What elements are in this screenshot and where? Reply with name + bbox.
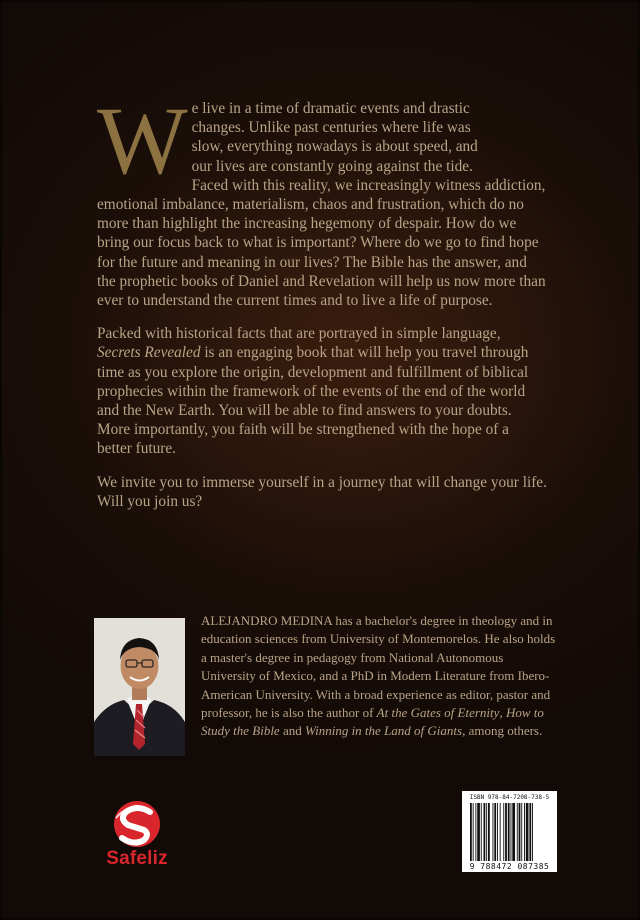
barcode-bar: [503, 803, 504, 861]
third-paragraph: We invite you to immerse yourself in a journey that will change your life. Will you join us?: [97, 473, 547, 510]
book-title: Secrets Revealed: [97, 344, 201, 362]
barcode-bar: [497, 803, 498, 861]
intro-paragraph: [97, 87, 547, 310]
back-cover-copy: [97, 87, 547, 525]
barcode-bar: [508, 803, 510, 861]
drop-cap: W: [97, 87, 188, 194]
publisher-logo: [92, 800, 182, 870]
barcode-bar: [519, 803, 521, 861]
author-bio: ALEJANDRO MEDINA has a bachelor's degree in theology and in education sciences from University of Montemorelos. He also holds a master's degree in pedagogy from National Autonomous University of Mexico, and a PhD in Modern Literature from Ibero-American University. With a broad experience as editor, pastor and professor, he is also the author of At the Gates of Eternity, How to Study the Bible and Winning in the Land of Giants, among others.: [201, 613, 556, 739]
intro-line: slow, everything nowadays is about speed, and: [191, 138, 478, 156]
author-photo: [94, 618, 185, 756]
book-title: Winning in the Land of Giants: [304, 723, 463, 739]
bio-intro: ALEJANDRO MEDINA has a bachelor's degree in theology and in education sciences from University of Montemorelos. He also holds a master's degree in pedagogy from National Autonomous University of Mexico, and a PhD in Modern Literature from Ibero-American University. With a broad experience as editor, pastor and professor, he is also the author of: [201, 613, 556, 721]
intro-line: changes. Unlike past centuries where life was: [191, 119, 471, 137]
barcode-bar: [488, 803, 490, 861]
barcode-bar: [505, 803, 507, 861]
intro-line: e live in a time of dramatic events and drastic: [191, 100, 470, 117]
globe-s-icon: [92, 800, 182, 852]
author-portrait: [94, 618, 185, 756]
isbn-label: ISBN 978-84-7208-738-5: [469, 794, 550, 801]
barcode-bar: [486, 803, 487, 861]
publisher-name: Safeliz: [106, 848, 168, 869]
barcode-bar: [475, 803, 476, 861]
second-paragraph: [97, 324, 547, 458]
barcode-bar: [512, 803, 515, 861]
barcode-bar: [500, 803, 501, 861]
barcode-bar: [494, 803, 496, 861]
barcode-bar: [526, 803, 529, 861]
barcode-bar: [529, 803, 531, 861]
intro-rest: Faced with this reality, we increasingly witness addiction, emotional imbalance, materialism, chaos and frustration, which do no more than highlight the increasing hegemony of despair. How do we bring our focus back to what is important? Where do we go to find hope for the future and meaning in our lives? The Bible has the answer, and the prophetic books of Daniel and Revelation will help us now more than ever to understand the current times and to live a life of purpose.: [97, 176, 546, 310]
barcode-bar: [532, 803, 533, 861]
barcode-bar: [470, 803, 472, 861]
barcode-bar: [473, 803, 474, 861]
barcode-bar: [484, 803, 486, 861]
para2-after: is an engaging book that will help you travel through time as you explore the origin, development and fulfillment of biblical prophecies within the framework of the events of the end of the world and the New Earth. You will be able to find answers to your doubts. More importantly, you faith will be strengthened with the hope of a better future.: [97, 344, 529, 458]
bio-end: , among others.: [462, 723, 543, 739]
book-title: How to Study the Bible: [201, 705, 544, 739]
book-title: At the Gates of Eternity: [376, 705, 500, 721]
bio-and: and: [282, 723, 302, 739]
barcode-bars: [462, 791, 557, 872]
barcode-bar: [521, 803, 522, 861]
intro-line: our lives are constantly going against the tide.: [191, 157, 473, 175]
barcode-bar: [481, 803, 482, 861]
para2-before: Packed with historical facts that are portrayed in simple language,: [97, 325, 501, 343]
isbn-number: 9 788472 087385: [469, 862, 550, 871]
barcode-bar: [477, 803, 480, 861]
barcode: [462, 791, 557, 872]
barcode-bar: [511, 803, 512, 861]
barcode-bar: [517, 803, 518, 861]
barcode-bar: [524, 803, 525, 861]
barcode-bar: [493, 803, 494, 861]
